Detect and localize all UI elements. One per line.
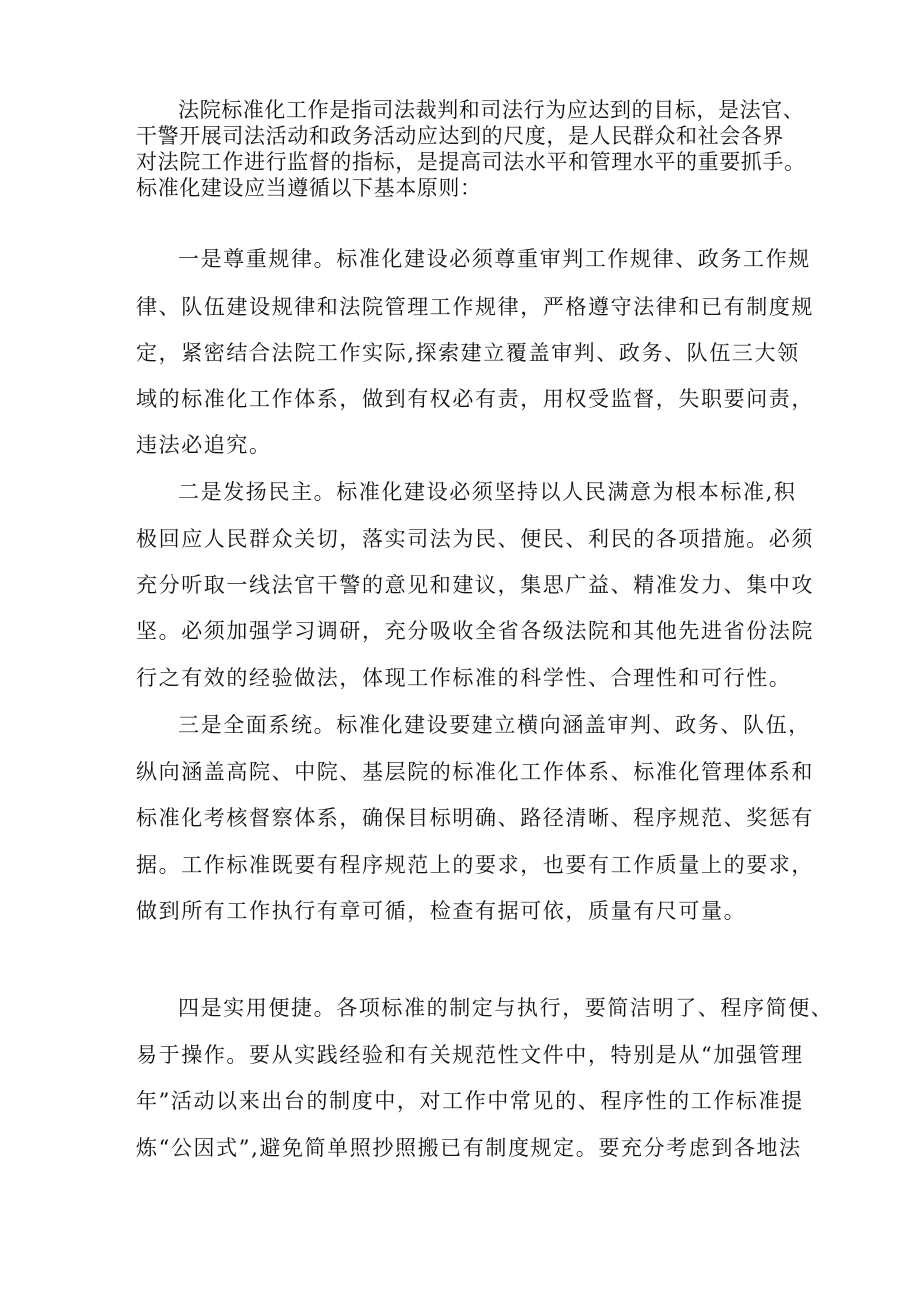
paragraph-line: 炼“公因式”,避免简单照抄照搬已有制度规定。要充分考虑到各地法 (136, 1136, 802, 1160)
paragraph-line: 坚。必须加强学习调研，充分吸收全省各级法院和其他先进省份法院 (136, 619, 814, 643)
paragraph-line: 做到所有工作执行有章可循，检查有据可依，质量有尺可量。 (136, 899, 747, 923)
paragraph-line: 违法必追究。 (136, 433, 272, 457)
paragraph-line: 二是发扬民主。标准化建设必须坚持以人民满意为根本标准,积 (178, 480, 797, 504)
paragraph-line: 干警开展司法活动和政务活动应达到的尺度，是人民群众和社会各界 (136, 124, 784, 148)
paragraph-line: 域的标准化工作体系，做到有权必有责，用权受监督，失职要问责， (136, 387, 814, 411)
paragraph-line: 标准化考核督察体系，确保目标明确、路径清晰、程序规范、奖惩有 (136, 806, 814, 830)
paragraph-line: 一是尊重规律。标准化建设必须尊重审判工作规律、政务工作规 (178, 247, 811, 271)
paragraph-line: 充分听取一线法官干警的意见和建议，集思广益、精准发力、集中攻 (136, 573, 814, 597)
paragraph-line: 行之有效的经验做法，体现工作标准的科学性、合理性和可行性。 (136, 666, 792, 690)
paragraph-line: 易于操作。要从实践经验和有关规范性文件中，特别是从“加强管理 (136, 1043, 804, 1067)
paragraph-line: 纵向涵盖高院、中院、基层院的标准化工作体系、标准化管理体系和 (136, 760, 814, 784)
paragraph-line: 极回应人民群众关切，落实司法为民、便民、利民的各项措施。必须 (136, 527, 814, 551)
paragraph-line: 年”活动以来出台的制度中，对工作中常见的、程序性的工作标准提 (136, 1089, 804, 1113)
paragraph-line: 律、队伍建设规律和法院管理工作规律，严格遵守法律和已有制度规 (136, 295, 814, 319)
paragraph-line: 四是实用便捷。各项标准的制定与执行，要简洁明了、程序简便、 (178, 996, 834, 1020)
paragraph-line: 标准化建设应当遵循以下基本原则： (136, 176, 482, 200)
paragraph-line: 法院标准化工作是指司法裁判和司法行为应达到的目标，是法官、 (178, 98, 805, 122)
paragraph-line: 三是全面系统。标准化建设要建立横向涵盖审判、政务、队伍， (178, 713, 811, 737)
paragraph-line: 对法院工作进行监督的指标，是提高司法水平和管理水平的重要抓手。 (136, 150, 806, 174)
paragraph-line: 据。工作标准既要有程序规范上的要求，也要有工作质量上的要求， (136, 853, 814, 877)
paragraph-line: 定，紧密结合法院工作实际,探索建立覆盖审判、政务、队伍三大领 (136, 341, 800, 365)
